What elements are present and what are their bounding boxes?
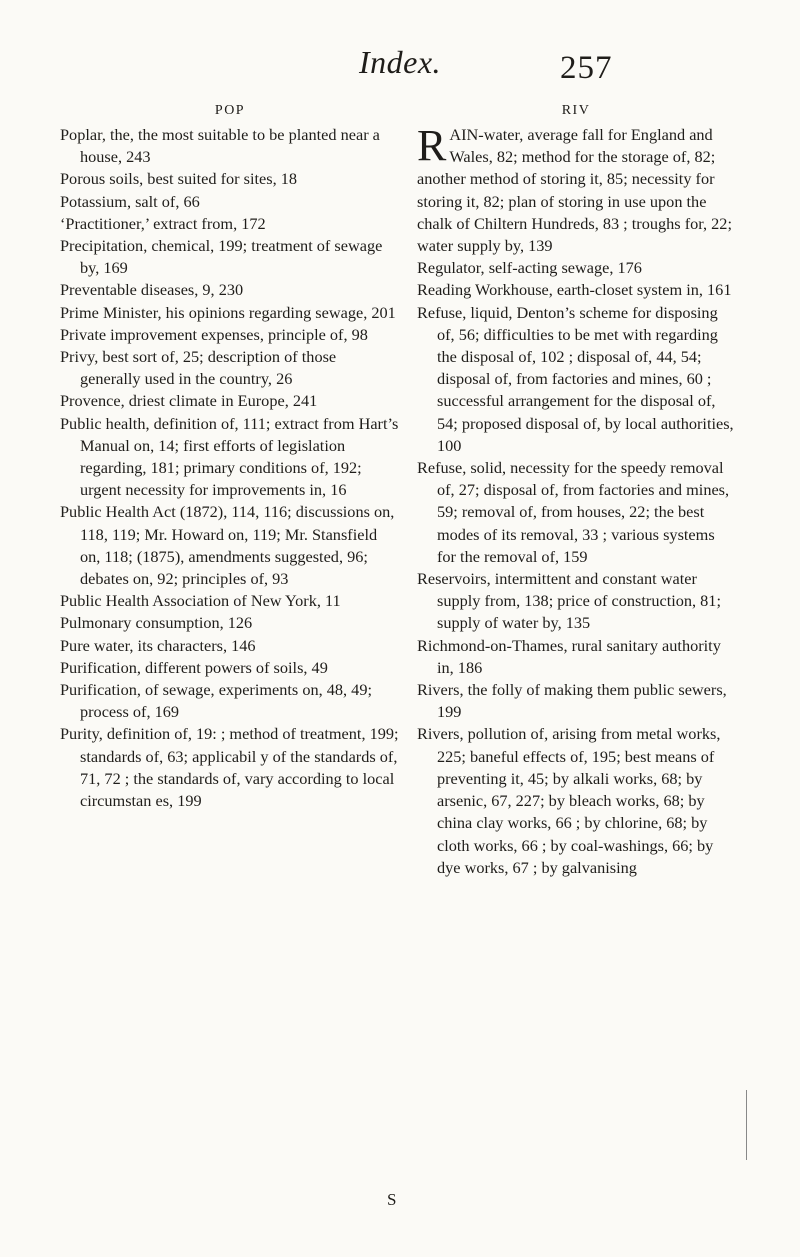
index-entry (417, 121, 735, 257)
index-entry: Purification, of sewage, experiments on, 48, 49; process of, 169 (60, 680, 372, 722)
column-rule (746, 1090, 747, 1160)
index-entry: Reservoirs, intermittent and constant water supply from, 138; price of construction, 81; supply of water by, 135 (417, 569, 721, 633)
right-column (417, 100, 735, 879)
left-column-heading: POP (214, 103, 246, 118)
page-number: 257 (560, 50, 613, 86)
left-entries (60, 124, 400, 812)
left-column (60, 100, 400, 812)
index-entry: Preventable diseases, 9, 230 (60, 280, 244, 300)
dropcap-letter: R (417, 121, 447, 170)
index-entry: Purification, different powers of soils, 49 (60, 657, 328, 677)
index-entry: Precipitation, chemical, 199; treatment of sewage by, 169 (60, 236, 383, 278)
index-entry: Pulmonary consumption, 126 (60, 613, 253, 633)
index-entry: Public Health Association of New York, 11 (60, 591, 341, 611)
index-entry: Potassium, salt of, 66 (60, 191, 200, 211)
index-entry: Rivers, pollution of, arising from metal works, 225; baneful effects of, 195; best means of preventing it, 45; by alkali works, 68; by arsenic, 67, 227; by bleach works, 68; by china clay works, 66 ; by chlorine, 68; by cloth works, 66 ; by coal-washings, 66; by dye works, 67 ; by galvanising (417, 724, 721, 877)
index-entry: ‘Practitioner,’ extract from, 172 (60, 213, 266, 233)
index-entry: Purity, definition of, 19: ; method of treatment, 199; standards of, 63; applicabil y of the standards of, 71, 72 ; the standards of, vary according to local circumstan es, 199 (60, 724, 399, 811)
running-title: Index. (358, 44, 442, 80)
signature-mark: S (387, 1190, 397, 1209)
index-entry: Privy, best sort of, 25; description of those generally used in the country, 26 (60, 347, 337, 389)
index-entry: Private improvement expenses, principle of, 98 (60, 324, 368, 344)
index-entry: Rivers, the folly of making them public sewers, 199 (417, 680, 727, 722)
right-entries (417, 257, 735, 879)
right-column-heading: RIV (561, 103, 591, 118)
index-entry: Richmond-on-Thames, rural sanitary authority in, 186 (417, 635, 721, 677)
index-entry: Refuse, liquid, Denton’s scheme for disposing of, 56; difficulties to be met with regarding the disposal of, 102 ; disposal of, 44, 54; disposal of, from factories and mines, 60 ; successful arrangement for the disposal of, 54; proposed disposal of, by local authorities, 100 (417, 302, 734, 455)
index-entry: Public Health Act (1872), 114, 116; discussions on, 118, 119; Mr. Howard on, 119; Mr. Stansfield on, 118; (1875), amendments suggested, 96; debates on, 92; principles of, 93 (60, 502, 395, 589)
index-entry: Provence, driest climate in Europe, 241 (60, 391, 318, 411)
index-entry: Public health, definition of, 111; extract from Hart’s Manual on, 14; first efforts of legislation regarding, 181; primary conditions of, 192; urgent necessity for improvements in, 16 (60, 413, 399, 500)
first-entry-text: AIN-water, average fall for England and Wales, 82; method for the storage of, 82; another method of storing it, 85; necessity for storing it, 82; plan of storing in use upon the chalk of Chiltern Hundreds, 83 ; troughs for, 22; water supply by, 139 (417, 125, 732, 256)
index-entry: Prime Minister, his opinions regarding sewage, 201 (60, 302, 396, 322)
index-entry: Poplar, the, the most suitable to be planted near a house, 243 (60, 125, 380, 167)
index-entry: Regulator, self-acting sewage, 176 (417, 258, 642, 278)
index-entry: Reading Workhouse, earth-closet system in, 161 (417, 280, 732, 300)
index-entry: Refuse, solid, necessity for the speedy removal of, 27; disposal of, from factories and mines, 59; removal of, from houses, 22; the best modes of its removal, 33 ; various systems for the removal of, 159 (417, 458, 730, 566)
index-entry: Pure water, its characters, 146 (60, 635, 256, 655)
index-entry: Porous soils, best suited for sites, 18 (60, 169, 297, 189)
